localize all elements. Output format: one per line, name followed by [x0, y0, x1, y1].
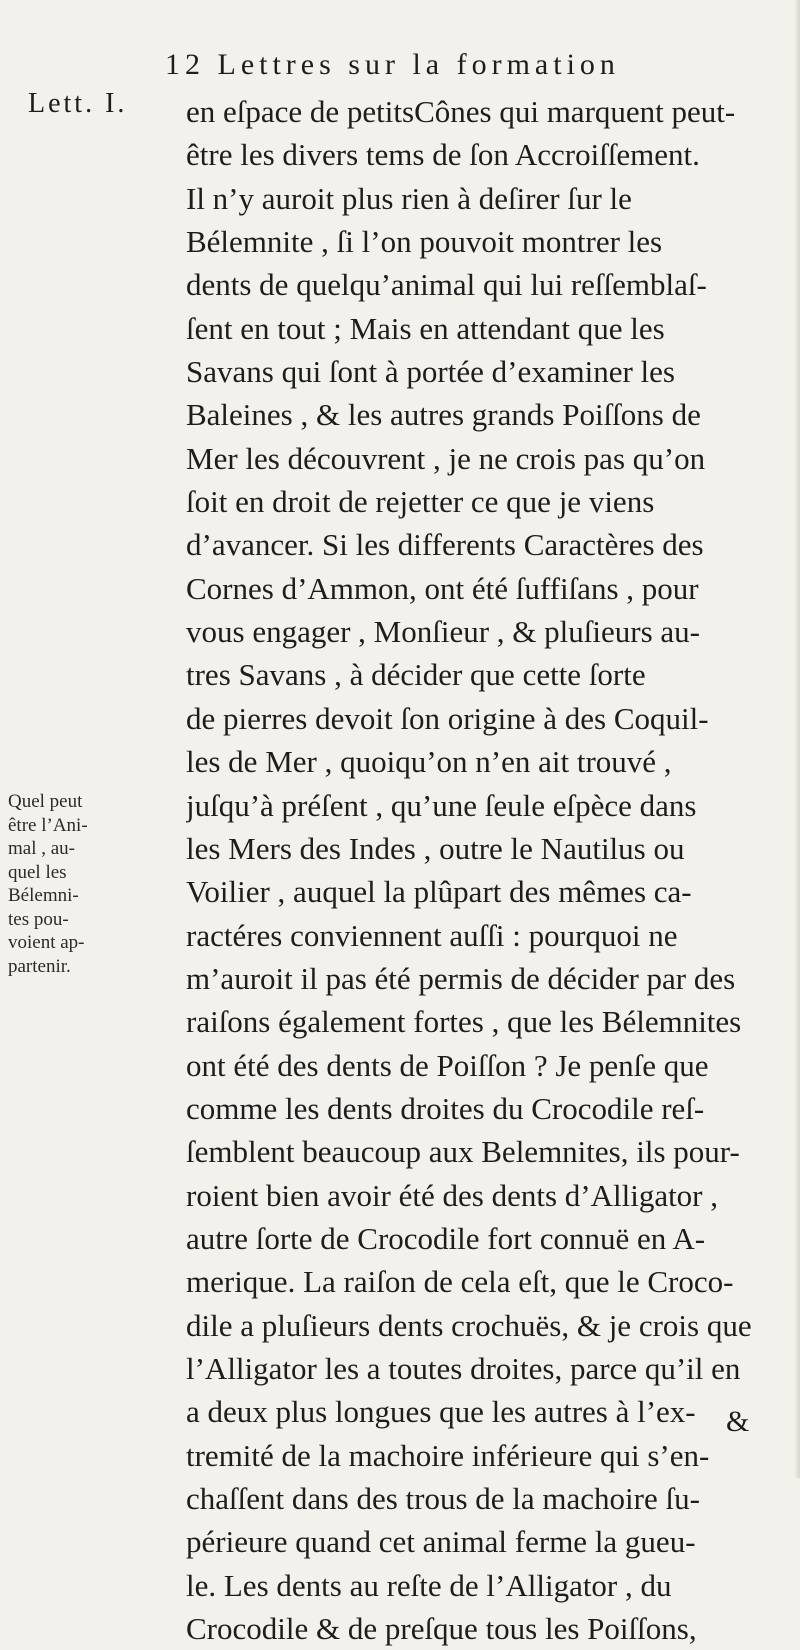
body-text: [186, 90, 776, 1650]
margin-note-line: quel les: [8, 861, 67, 883]
text-line: vous engager , Monſieur , & pluſieurs au-: [186, 614, 700, 650]
catchword: &: [726, 1405, 750, 1438]
text-line: ractéres conviennent auſſi : pourquoi ne: [186, 917, 678, 953]
text-line: tres Savans , à décider que cette ſorte: [186, 657, 646, 693]
text-line: Crocodile & de preſque tous les Poiſſons,: [186, 1611, 697, 1647]
text-line: le. Les dents au reſte de l’Alligator , du: [186, 1567, 672, 1603]
text-line: être les divers tems de ſon Accroiſſement.: [186, 137, 700, 173]
text-line: roient bien avoir été des dents d’Alligator ,: [186, 1177, 719, 1213]
margin-note-line: partenir.: [8, 955, 71, 977]
text-line: de pierres devoit ſon origine à des Coquil-: [186, 700, 709, 736]
text-line: comme les dents droites du Crocodile reſ-: [186, 1090, 705, 1126]
text-line: tremité de la machoire inférieure qui s’en-: [186, 1437, 710, 1473]
text-line: Bélemnite , ſi l’on pouvoit montrer les: [186, 224, 663, 260]
text-line: Savans qui ſont à portée d’examiner les: [186, 354, 675, 390]
text-line: ſemblent beaucoup aux Belemnites, ils pour-: [186, 1134, 740, 1170]
text-line: ont été des dents de Poiſſon ? Je penſe que: [186, 1047, 709, 1083]
text-line: a deux plus longues que les autres à l’ex-: [186, 1394, 696, 1430]
text-line: merique. La raiſon de cela eſt, que le Croco-: [186, 1264, 734, 1300]
text-line: d’avancer. Si les differents Caractères des: [186, 527, 704, 563]
text-line: Voilier , auquel la plûpart des mêmes ca-: [186, 874, 692, 910]
text-line: les de Mer , quoiqu’on n’en ait trouvé ,: [186, 744, 672, 780]
text-line: en eſpace de petitsCônes qui marquent peut-: [186, 94, 736, 129]
text-line: ſoit en droit de rejetter ce que je viens: [186, 484, 655, 520]
text-line: ſent en tout ; Mais en attendant que les: [186, 310, 665, 346]
margin-note-line: voient ap-: [8, 932, 85, 953]
text-line: Mer les découvrent , je ne crois pas qu’on: [186, 440, 706, 476]
text-line: les Mers des Indes , outre le Nautilus ou: [186, 830, 685, 866]
text-line: Baleines , & les autres grands Poiſſons de: [186, 397, 701, 433]
margin-note: [8, 790, 158, 978]
text-line: périeure quand cet animal ferme la gueu-: [186, 1524, 696, 1560]
margin-note-line: Quel peut: [8, 791, 83, 812]
margin-note-line: être l’Ani-: [8, 814, 88, 836]
margin-note-line: tes pou-: [8, 908, 69, 930]
margin-note-line: mal , au-: [8, 838, 76, 859]
text-line: dile a pluſieurs dents crochuës, & je crois que: [186, 1307, 752, 1343]
letter-marker: Lett. I.: [28, 88, 128, 119]
running-head: 12 Lettres sur la formation: [165, 48, 620, 81]
text-line: Il n’y auroit plus rien à deſirer ſur le: [186, 180, 632, 216]
margin-note-line: Bélemni-: [8, 885, 79, 906]
text-line: Cornes d’Ammon, ont été ſuffiſans , pour: [186, 570, 699, 606]
text-line: m’auroit il pas été permis de décider par des: [186, 960, 736, 996]
text-line: autre ſorte de Crocodile fort connuë en A-: [186, 1220, 706, 1256]
text-line: juſqu’à préſent , qu’une ſeule eſpèce dans: [186, 787, 697, 823]
text-line: dents de quelqu’animal qui lui reſſemblaſ-: [186, 267, 707, 303]
page-edge-shadow: [794, 0, 800, 1478]
text-line: raiſons également fortes , que les Bélemnites: [186, 1004, 742, 1040]
text-line: l’Alligator les a toutes droites, parce qu’il en: [186, 1350, 741, 1386]
text-line: chaſſent dans des trous de la machoire ſu-: [186, 1481, 700, 1516]
